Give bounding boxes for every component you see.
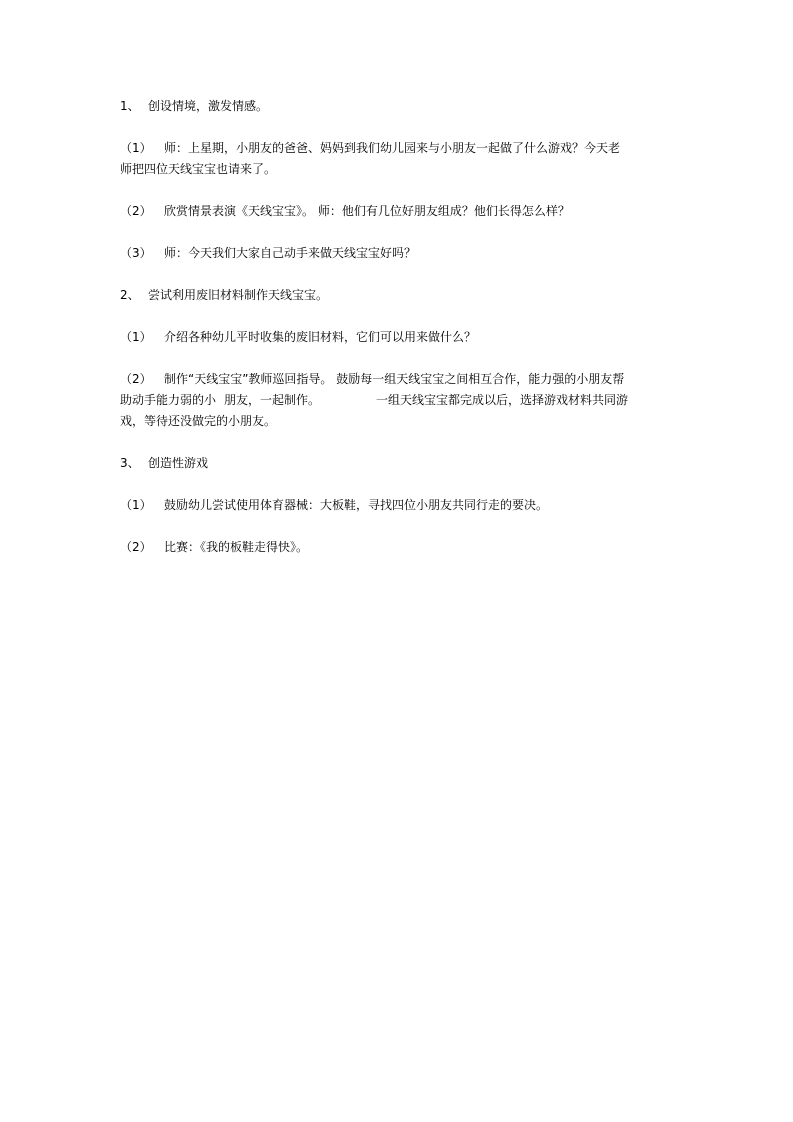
item-number: （2） (120, 372, 152, 386)
section-title: 创造性游戏 (148, 456, 209, 470)
item-text: 朋友，一起制作。 (224, 393, 321, 407)
item-text: 一组天线宝宝都完成以后，选择游戏材料共同游 (376, 393, 629, 407)
section-heading-2 (120, 285, 680, 306)
list-item-2-2-continued (120, 390, 680, 411)
item-text: 比赛：《我的板鞋走得快》。 (164, 540, 309, 554)
section-title: 创设情境，激发情感。 (148, 99, 269, 113)
list-item-2-2-continued-2 (120, 411, 680, 432)
list-item-1-1 (120, 138, 680, 159)
item-text: 介绍各种幼儿平时收集的废旧材料，它们可以用来做什么？ (164, 330, 477, 344)
item-text: 师：今天我们大家自己动手来做天线宝宝好吗？ (164, 246, 417, 260)
section-heading-1 (120, 96, 680, 117)
section-number: 3、 (120, 456, 140, 470)
item-text: 师：上星期，小朋友的爸爸、妈妈到我们幼儿园来与小朋友一起做了什么游戏？今天老 (164, 141, 621, 155)
item-number: （1） (120, 330, 152, 344)
list-item-2-1 (120, 327, 680, 348)
item-text: 鼓励幼儿尝试使用体育器械：大板鞋，寻找四位小朋友共同行走的要决。 (164, 498, 549, 512)
list-item-1-2 (120, 201, 680, 222)
list-item-1-1-continued (120, 159, 680, 180)
item-number: （2） (120, 540, 152, 554)
item-text: 戏，等待还没做完的小朋友。 (120, 414, 277, 428)
section-number: 1、 (120, 99, 140, 113)
item-number: （2） (120, 204, 152, 218)
list-item-3-2 (120, 537, 680, 558)
section-heading-3 (120, 453, 680, 474)
item-text: 助动手能力弱的小 (120, 393, 217, 407)
item-text: 制作“天线宝宝”教师巡回指导。 鼓励每一组天线宝宝之间相互合作，能力强的小朋友帮 (164, 372, 625, 386)
section-title: 尝试利用废旧材料制作天线宝宝。 (148, 288, 329, 302)
item-number: （3） (120, 246, 152, 260)
list-item-3-1 (120, 495, 680, 516)
item-text: 欣赏情景表演《天线宝宝》。 师：他们有几位好朋友组成？他们长得怎么样？ (164, 204, 570, 218)
section-number: 2、 (120, 288, 140, 302)
item-number: （1） (120, 498, 152, 512)
list-item-1-3 (120, 243, 680, 264)
document-body (120, 96, 680, 558)
item-text: 师把四位天线宝宝也请来了。 (120, 162, 277, 176)
item-number: （1） (120, 141, 152, 155)
list-item-2-2 (120, 369, 680, 390)
